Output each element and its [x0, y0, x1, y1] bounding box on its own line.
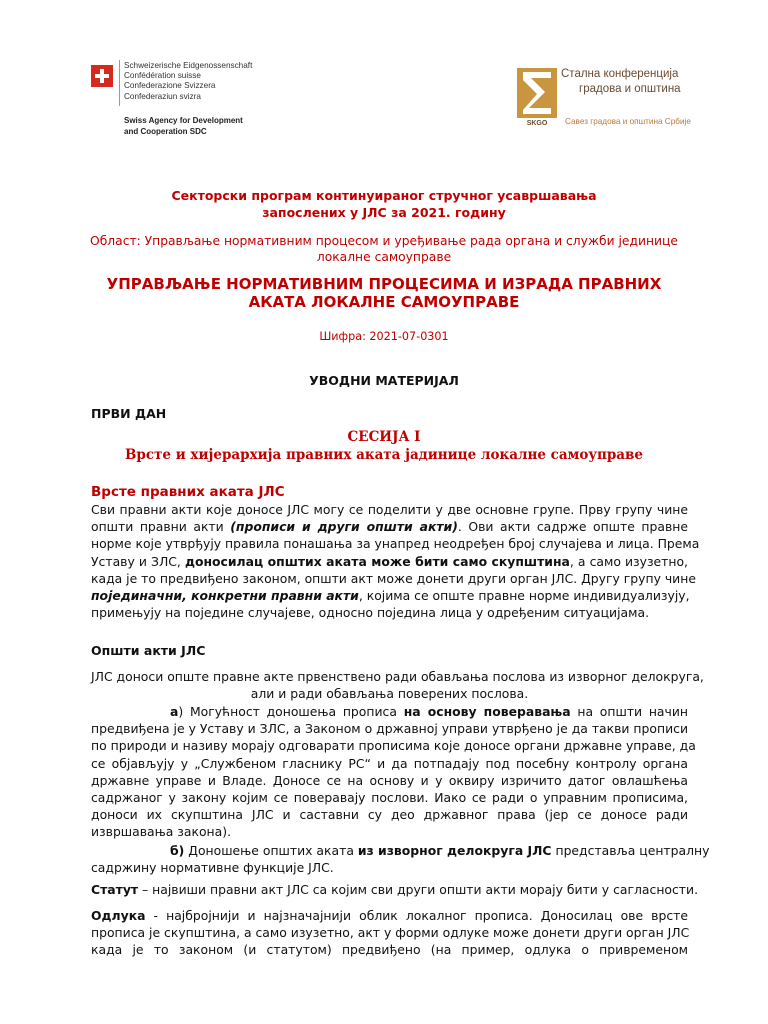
skgo-mark: SKGO: [526, 120, 548, 126]
logo-divider: [119, 60, 120, 106]
skgo-subtitle: Савез градова и општина Србије: [565, 117, 691, 126]
day-heading: ПРВИ ДАН: [91, 406, 167, 421]
text-line: се објављују у „Службеном гласнику РС“ и да потпадају под посебну контролу органа: [91, 755, 688, 771]
area-title: [0, 233, 768, 265]
paragraph-general-acts: [91, 668, 704, 702]
program-title-line: запослених у ЈЛС за 2021. годину: [262, 205, 506, 220]
section-heading-types: Врсте правних аката ЈЛС: [91, 484, 285, 500]
text-line: б) Доношење општих аката из изворног делокруга ЈЛС представља централну: [170, 843, 710, 858]
session-number: СЕСИЈА I: [347, 429, 421, 445]
sdc-line: and Cooperation SDC: [124, 126, 207, 136]
term-statute: Статут: [91, 882, 139, 897]
paragraph-delegation: [91, 703, 696, 841]
course-code: Шифра: 2021-07-0301: [319, 330, 449, 343]
skgo-name-line: Стална конференција: [561, 68, 679, 80]
program-title: [0, 187, 768, 221]
text-line: норме које утврђују правила понашања за унапред неодређен број случајева и лица. Према: [91, 536, 700, 552]
text-line: садржину нормативне функције ЈЛС.: [91, 860, 334, 876]
paragraph-types: [91, 501, 700, 621]
emphasis-original-scope: из изворног делокруга ЈЛС: [357, 843, 552, 858]
sdc-label: [124, 116, 243, 137]
text-line: када је то законом (и статутом) предвиђено (на пример, одлука о привременом: [91, 942, 688, 958]
text-line: предвиђена је у Уставу и ЗЛС, а Законом о државној управи утврђено је да такви прописи: [91, 721, 688, 737]
text-line: доноси их скупштина ЈЛС и саставни су део државног права (јер се доносе ради: [91, 807, 688, 823]
skgo-name-line: градова и општина: [579, 83, 681, 95]
section-heading-general-acts: Општи акти ЈЛС: [91, 643, 206, 658]
text-line: али и ради обављања поверених послова.: [250, 686, 529, 702]
text-line: садржаног у закону којим се поверавају послови. Иако се ради о управним прописима,: [91, 790, 688, 806]
text-line: а) Могућност доношења прописа на основу поверавања на општи начин: [170, 704, 688, 719]
swiss-name-line: Confédération suisse: [124, 71, 201, 81]
swiss-name-line: Confederazione Svizzera: [124, 81, 216, 91]
text-line: по природи и називу морају одговарати прописима које доносе органи државне управе, да: [91, 738, 696, 754]
text-line: када је то предвиђено законом, општи акт може донети други орган ЈЛС. Другу групу чине: [91, 570, 696, 586]
text-line: прописа је скупштина, а само изузетно, акт у форми одлуке може донети други орган ЈЛС: [91, 925, 690, 941]
emphasis-delegation: на основу поверавања: [403, 704, 571, 719]
text-line: Уставу и ЗЛС, доносилац општих аката може бити само скупштина, а само изузетно,: [91, 553, 688, 569]
area-title-line: локалне самоуправе: [316, 250, 452, 264]
main-title-line: УПРАВЉАЊЕ НОРМАТИВНИМ ПРОЦЕСИМА И ИЗРАДА ПРАВНИХ: [106, 275, 662, 293]
session-title: Врсте и хијерархија правних аката јадинице локалне самоуправе: [124, 447, 644, 463]
skgo-logo-icon: [517, 68, 557, 126]
area-title-line: Област: Управљање нормативним процесом и уређивање рада органа и служби јединице: [90, 234, 678, 248]
term-decision: Одлука: [91, 908, 146, 923]
text-line: извршавања закона).: [91, 824, 232, 840]
emphasis-general-acts: (прописи и други општи акти): [230, 519, 458, 535]
session-heading: [0, 428, 768, 464]
paragraph-statute: [91, 881, 699, 898]
swiss-confederation-names: [124, 61, 252, 102]
emphasis-individual-acts: појединачни, конкретни правни акти: [91, 588, 359, 604]
swiss-flag-icon: [91, 65, 113, 87]
text-line: Статут – највиши правни акт ЈЛС са којим сви други општи акти морају бити у сагласности.: [91, 882, 699, 897]
text-line: примењују на поједине случајеве, односно поједина лица у одређеним ситуацијама.: [91, 605, 650, 621]
swiss-name-line: Schweizerische Eidgenossenschaft: [124, 61, 253, 70]
main-title: [0, 275, 768, 311]
intro-heading: УВОДНИ МАТЕРИЈАЛ: [309, 373, 459, 388]
program-title-line: Секторски програм континуираног стручног усавршавања: [171, 188, 597, 203]
text-line: ЈЛС доноси опште правне акте првенствено ради обављања послова из изворног делокруга,: [91, 669, 704, 684]
text-line: Сви правни акти које доносе ЈЛС могу се поделити у две основне групе. Прву групу чине: [91, 502, 688, 517]
sdc-line: Swiss Agency for Development: [124, 116, 243, 125]
skgo-name: [561, 67, 681, 97]
paragraph-decision: [91, 907, 688, 959]
text-line: државне управе и Владе. Доносе се на основу и у оквиру изричито датог овлашћења: [91, 772, 688, 788]
swiss-name-line: Confederaziun svizra: [124, 91, 201, 101]
emphasis-assembly: доносилац општих аката може бити само скупштина: [184, 553, 570, 569]
text-line: општи правни акти (прописи и други општи акти). Ови акти садрже опште правне: [91, 519, 688, 535]
text-line: Одлука - најбројнији и најзначајнији облик локалног прописа. Доносилац ове врсте: [91, 908, 688, 923]
text-line: појединачни, конкретни правни акти, којима се опште правне норме индивидуализују,: [91, 588, 690, 604]
main-title-line: АКАТА ЛОКАЛНЕ САМОУПРАВЕ: [248, 293, 520, 311]
paragraph-original-scope: [91, 842, 710, 876]
